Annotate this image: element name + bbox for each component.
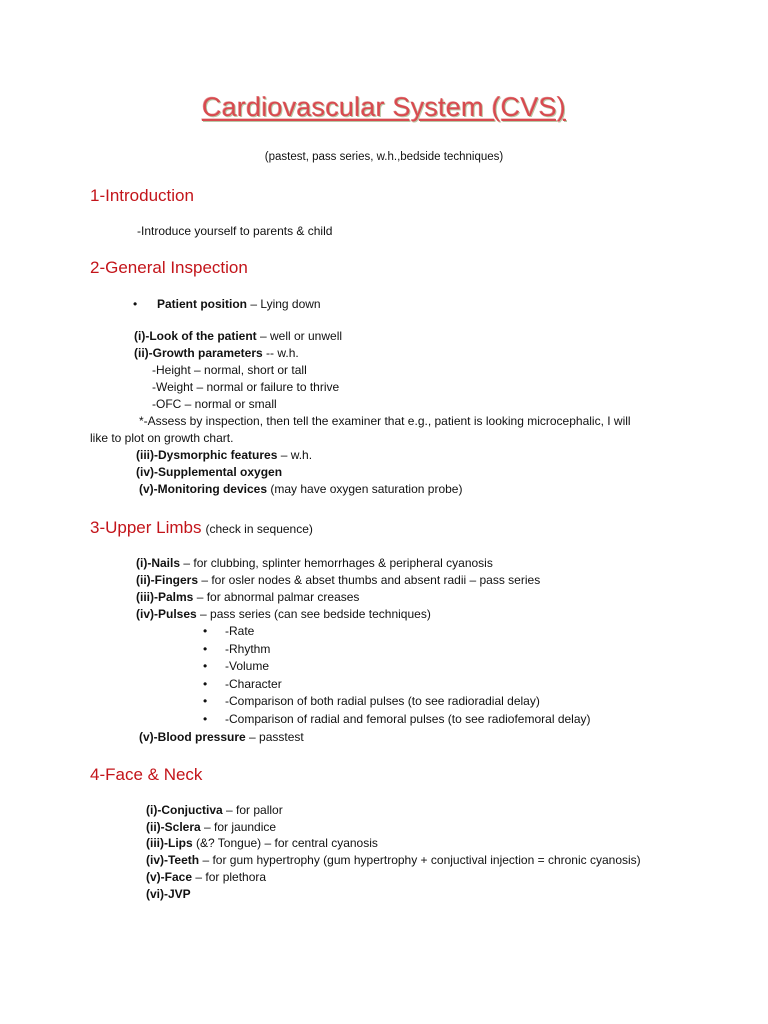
fn-item-iii (146, 835, 378, 852)
upper-limbs-heading-text: 3-Upper Limbs (90, 518, 202, 537)
gi-item-iv: (iv)-Supplemental oxygen (136, 465, 283, 479)
ul-item-i-value: – for clubbing, splinter hemorrhages & peripheral cyanosis (180, 556, 493, 570)
fn-item-iii-value: (&? Tongue) – for central cyanosis (192, 836, 378, 850)
ul-item-i (136, 555, 493, 572)
pulse-item-label: -Character (225, 677, 282, 691)
bullet-icon: • (133, 297, 138, 311)
fn-item-v (146, 869, 266, 886)
fn-item-iv-label: (iv)-Teeth (146, 853, 200, 867)
gi-assess: *-Assess by inspection, then tell the examiner that e.g., patient is looking microcephalic, I will (139, 414, 631, 428)
pulse-item-label: -Comparison of both radial pulses (to see radioradial delay) (225, 694, 540, 708)
ul-item-ii-value: – for osler nodes & abset thumbs and absent radii – pass series (198, 573, 541, 587)
ul-item-iv-label: (iv)-Pulses (136, 607, 197, 621)
patient-position-label: Patient position (157, 297, 247, 311)
pulse-item-label: -Comparison of radial and femoral pulses (to see radiofemoral delay) (225, 712, 591, 726)
fn-item-iv-value: – for gum hypertrophy (gum hypertrophy + conjuctival injection = chronic cyanosis) (199, 853, 641, 867)
ul-item-ii-label: (ii)-Fingers (136, 573, 198, 587)
ul-item-iv (136, 606, 431, 623)
section-heading-general-inspection: 2-General Inspection (90, 258, 248, 277)
gi-item-i-value: – well or unwell (256, 329, 343, 343)
pulse-item (203, 711, 591, 728)
gi-item-ii-value: -- w.h. (266, 346, 299, 360)
fn-item-ii-value: – for jaundice (200, 820, 277, 834)
gi-weight: -Weight – normal or failure to thrive (152, 380, 340, 394)
ul-item-v (139, 729, 304, 746)
pulse-item (203, 676, 282, 693)
fn-item-v-label: (v)-Face (146, 870, 193, 884)
ul-item-iv-value: – pass series (can see bedside techniques) (196, 607, 431, 621)
patient-position-line (133, 296, 321, 313)
ul-item-i-label: (i)-Nails (136, 556, 181, 570)
patient-position-value: – Lying down (247, 297, 321, 311)
ul-item-ii (136, 572, 540, 589)
upper-limbs-heading-note: (check in sequence) (205, 522, 313, 536)
fn-item-i (146, 802, 283, 819)
fn-item-i-value: – for pallor (222, 803, 283, 817)
ul-item-iii (136, 589, 359, 606)
bullet-icon: • (203, 659, 208, 673)
gi-assess-cont: like to plot on growth chart. (90, 431, 234, 445)
page-title: Cardiovascular System (CVS) (202, 92, 566, 122)
pulse-item-label: -Volume (225, 659, 270, 673)
gi-item-ii-label: (ii)-Growth parameters (134, 346, 267, 360)
gi-item-i (134, 328, 342, 345)
introduction-text: -Introduce yourself to parents & child (137, 224, 333, 238)
fn-item-v-value: – for plethora (192, 870, 267, 884)
pulse-item-label: -Rate (225, 624, 255, 638)
pulse-item (203, 693, 540, 710)
bullet-icon: • (203, 712, 208, 726)
bullet-icon: • (203, 677, 208, 691)
gi-item-iii-value: – w.h. (277, 448, 313, 462)
bullet-icon: • (203, 624, 208, 638)
gi-item-v (139, 481, 462, 498)
gi-item-iii (136, 447, 312, 464)
gi-height: -Height – normal, short or tall (152, 363, 307, 377)
gi-item-iii-label: (iii)-Dysmorphic features (136, 448, 278, 462)
gi-item-v-label: (v)-Monitoring devices (139, 482, 268, 496)
gi-item-ii (134, 345, 299, 362)
fn-item-ii (146, 819, 276, 836)
ul-item-v-value: – passtest (245, 730, 304, 744)
pulse-item-label: -Rhythm (225, 642, 271, 656)
fn-item-iv (146, 852, 641, 869)
fn-item-vi: (vi)-JVP (146, 887, 191, 901)
bullet-icon: • (203, 642, 208, 656)
gi-item-v-value: (may have oxygen saturation probe) (267, 482, 463, 496)
gi-ofc: -OFC – normal or small (152, 397, 277, 411)
pulse-item (203, 641, 270, 658)
page-subtitle: (pastest, pass series, w.h.,bedside techniques) (264, 151, 504, 163)
pulse-item (203, 623, 254, 640)
bullet-icon: • (203, 694, 208, 708)
ul-item-iii-value: – for abnormal palmar creases (193, 590, 360, 604)
fn-item-i-label: (i)-Conjuctiva (146, 803, 223, 817)
fn-item-iii-label: (iii)-Lips (146, 836, 193, 850)
section-heading-upper-limbs (90, 518, 313, 538)
section-heading-face-neck: 4-Face & Neck (90, 765, 203, 784)
ul-item-v-label: (v)-Blood pressure (139, 730, 246, 744)
ul-item-iii-label: (iii)-Palms (136, 590, 194, 604)
section-heading-introduction: 1-Introduction (90, 186, 194, 205)
pulse-item (203, 658, 269, 675)
gi-item-i-label: (i)-Look of the patient (134, 329, 257, 343)
fn-item-ii-label: (ii)-Sclera (146, 820, 201, 834)
